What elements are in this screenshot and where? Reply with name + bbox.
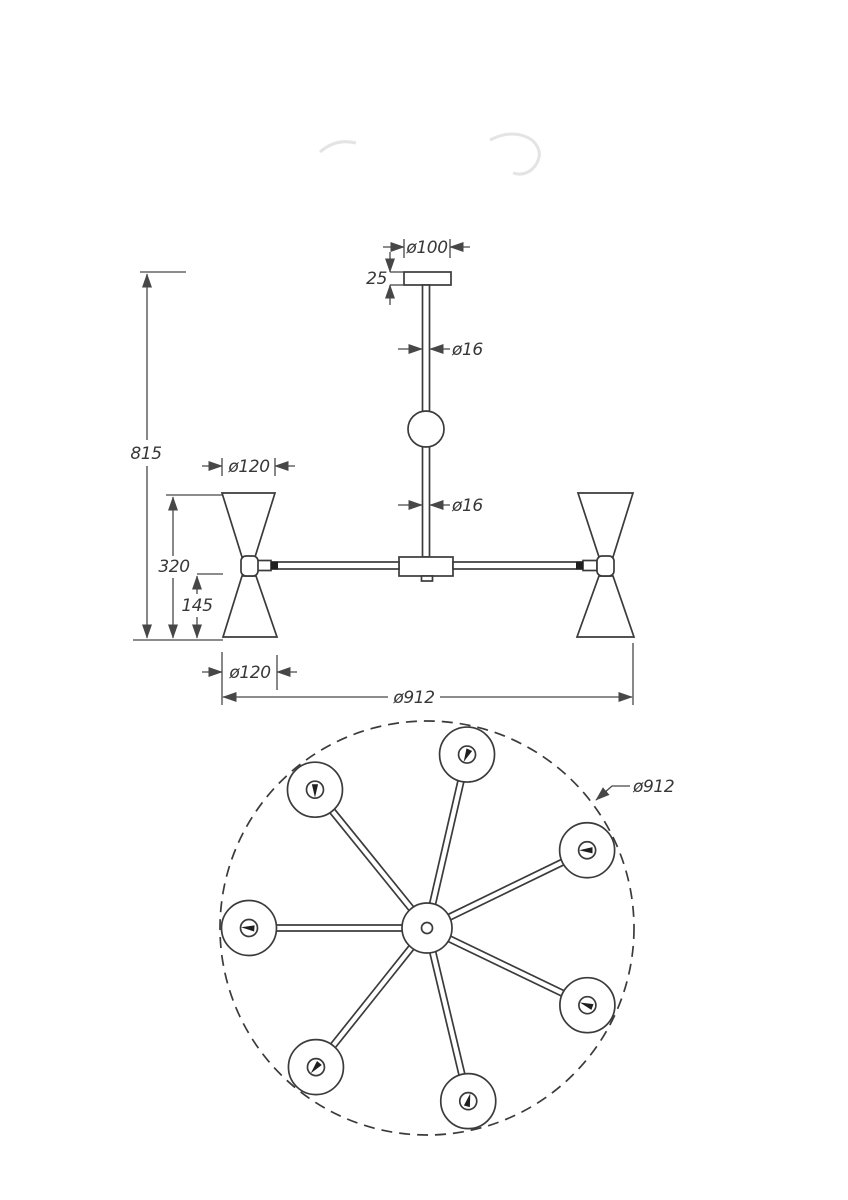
left-arm-shape (257, 562, 399, 569)
dim-shade-top-diameter (202, 457, 295, 477)
svg-text:815: 815 (130, 444, 162, 464)
side-view (130, 238, 634, 708)
dim-canopy-diameter (383, 238, 470, 258)
right-arm-connector (576, 562, 583, 570)
svg-text:ø120: ø120 (229, 663, 271, 683)
svg-text:ø912: ø912 (393, 688, 435, 708)
left-arm-connector (271, 562, 278, 570)
hub-shape (399, 557, 453, 576)
svg-text:ø16: ø16 (452, 496, 483, 516)
plan-view (220, 721, 674, 1135)
dim-stem-diameter (398, 496, 483, 516)
dim-canopy-height (366, 252, 404, 305)
svg-text:145: 145 (181, 596, 213, 616)
hub-tab-shape (422, 576, 433, 581)
svg-text:ø100: ø100 (406, 238, 448, 258)
dim-rod-diameter (398, 340, 483, 360)
dim-lower-cone-height (181, 574, 223, 638)
canopy-shape (404, 272, 451, 285)
svg-text:320: 320 (158, 557, 190, 577)
dim-shade-section-height (158, 495, 222, 638)
plan-diameter-leader (596, 777, 674, 800)
svg-text:25: 25 (366, 269, 387, 289)
watermark-remnant (320, 134, 539, 174)
right-arm-sleeve (583, 561, 597, 571)
dimension-annotations (130, 238, 633, 708)
svg-text:ø912: ø912 (633, 777, 675, 797)
dim-overall-diameter (223, 643, 633, 708)
dim-overall-height (130, 272, 223, 640)
plan-hub (402, 903, 452, 953)
svg-text:ø120: ø120 (228, 457, 270, 477)
ball-joint-shape (408, 411, 444, 447)
left-arm-sleeve (257, 561, 271, 571)
svg-text:ø16: ø16 (452, 340, 483, 360)
